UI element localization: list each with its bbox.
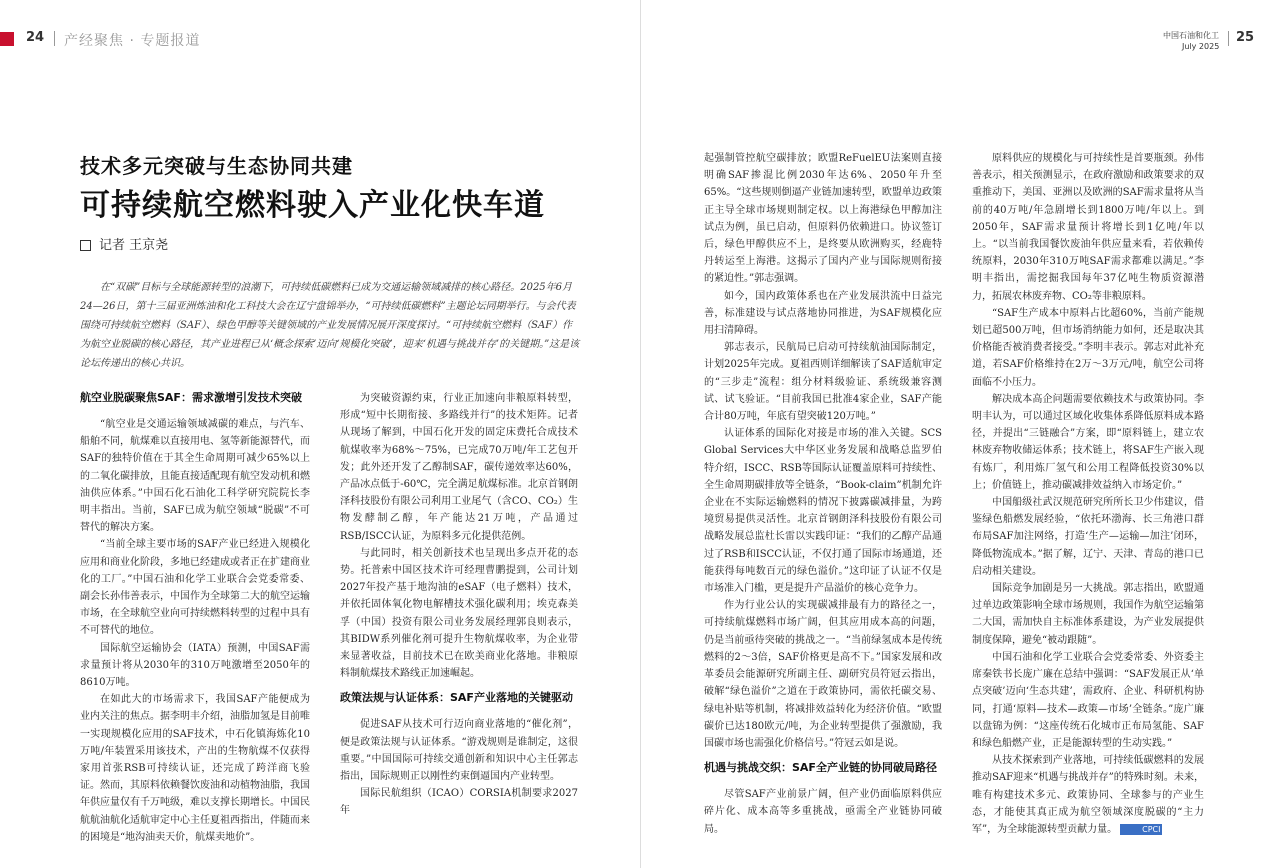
paragraph: 与此同时，相关创新技术也呈现出多点开花的态势。托普索中国区技术许可经理曹鹏提到，公司计划2027年投产基于地沟油的eSAF（电子燃料）技术，并依托固体氧化物电解槽技术强化碳利用；埃克森美孚（中国）投资有限公司业务发展经理郭良则表示，其BIDW系列催化剂可提升生物航煤收率，为企业带来显著收益，目前技术已在欧美商业化落地。非粮原料制航煤技术路线正加速崛起。 xyxy=(340,547,578,680)
header-separator xyxy=(54,31,55,46)
section-heading: 政策法规与认证体系：SAF产业落地的关键驱动 xyxy=(340,691,573,705)
paragraph: 作为行业公认的实现碳减排最有力的路径之一，可持续航煤燃料市场广阔，但其应用成本高的问题，仍是当前亟待突破的挑战之一。“当前绿氢成本是传统燃料的2～3倍，SAF价格更是高不下。”国家发展和改革委员会能源研究所副主任、副研究员符冠云指出，破解“绿色溢价”之道在于政策协同，需依托碳交易、绿电补贴等机制，将减排效益转化为经济价值。“欧盟碳价已达180欧元/吨，为企业转型提供了强激励，我国碳市场也需强化价格信号。”符冠云如是说。 xyxy=(704,600,942,749)
paragraph: 国际竞争加剧是另一大挑战。郭志指出，欧盟通过单边政策影响全球市场规则，我国作为航空运输第二大国，需加快自主标准体系建设，为产业发展提供制度保障，避免“被动跟随”。 xyxy=(972,583,1204,646)
column-4 xyxy=(972,150,1204,838)
square-bullet-icon xyxy=(80,240,91,251)
paragraph: 起强制管控航空碳排放；欧盟ReFuelEU法案则直接明确SAF掺混比例2030年达6%、2050年升至65%。“这些规则倒逼产业链加速转型，欧盟单边政策正主导全球市场规则制定权。以上海港绿色甲醇加注试点为例，虽已启动，但原料仍依赖进口。协议签订后，绿色甲醇供应不上，是终要从欧洲购买，经鹿特丹转运至上海港。这揭示了国内产业与国际规则衔接的紧迫性。”郭志强调。 xyxy=(704,153,942,285)
paragraph: 如今，国内政策体系也在产业发展洪流中日益完善，标准建设与试点落地协同推进，为SAF规模化应用扫清障碍。 xyxy=(704,290,942,337)
byline xyxy=(80,234,168,253)
issue-date: July 2025 xyxy=(1182,42,1220,51)
page-number-left: 24 xyxy=(26,30,45,45)
column-3 xyxy=(704,150,942,838)
section-label: 产经聚焦 · 专题报道 xyxy=(64,33,201,49)
paragraph: “当前全球主要市场的SAF产业已经进入规模化应用和商业化阶段，多地已经建成或者正在扩建商业化的工厂。”中国石油和化学工业联合会党委常委、副会长孙伟善表示，中国作为全球第二大的航空运输市场，在全球航空业向可持续燃料转型的过程中具有不可替代的地位。 xyxy=(80,539,310,637)
paragraph: 原料供应的规模化与可持续性是首要瓶颈。孙伟善表示，相关预测显示，在政府激励和政策要求的双重推动下，美国、亚洲以及欧洲的SAF需求量将从当前的40万吨/年急剧增长到1800万吨/年以上。到2050年，SAF需求量预计将增长到1亿吨/年以上。“以当前我国餐饮废油年供应量来看，若依赖传统原料，2030年310万吨SAF需求都难以满足。”李明丰指出，需挖掘我国每年37亿吨生物质资源潜力，拓展农林废弃物、CO₂等非粮原料。 xyxy=(972,153,1204,302)
paragraph: 中国石油和化学工业联合会党委常委、外资委主席秦铁书长庞广廉在总结中强调：“SAF发展正从‘单点突破’迈向‘生态共建’，需政府、企业、科研机构协同，打通‘原料—技术—政策—市场’全链条。”庞广廉以盘锦为例：“这座传统石化城市正布局氢能、SAF和绿色船燃产业，正是能源转型的生动实践。” xyxy=(972,651,1204,749)
paragraph: 为突破资源约束，行业正加速向非粮原料转型，形成“短中长期衔接、多路线并行”的技术矩阵。记者从现场了解到，中国石化开发的固定床费托合成技术航煤收率为68%～75%，已完成70万吨/年工艺包开发；此外还开发了乙醇制SAF，碳传递效率达60%，产品冰点低于-60℃，完全满足航煤标准。北京首钢朗泽科技股份有限公司利用工业尾气（含CO、CO₂）生物发酵制乙醇，年产能达21万吨，产品通过RSB/ISCC认证，为原料多元化提供范例。 xyxy=(340,393,578,542)
paragraph-final xyxy=(972,752,1204,838)
article-title: 可持续航空燃料驶入产业化快车道 xyxy=(80,188,545,223)
page-number-right: 25 xyxy=(1236,30,1255,45)
column-2 xyxy=(340,390,578,820)
paragraph: 国际民航组织（ICAO）CORSIA机制要求2027年 xyxy=(340,788,578,817)
section-heading: 机遇与挑战交织：SAF全产业链的协同破局路径 xyxy=(704,761,937,775)
byline-text: 记者 王京尧 xyxy=(99,238,169,253)
article-lead: 在“双碳”目标与全球能源转型的浪潮下，可持续低碳燃料已成为交通运输领域减排的核心路径。2025年6月24—26日，第十三届亚洲炼油和化工科技大会在辽宁盘锦举办，“可持续低碳燃料”主题论坛同期举行。与会代表围绕可持续航空燃料（SAF）、绿色甲醇等关键领域的产业发展情况展开深度探讨。“可持续航空燃料（SAF）作为航空业脱碳的核心路径，其产业进程已从‘概念探索’迈向‘规模化突破’，迎来‘机遇与挑战并存’的关键期。”这是该论坛传递出的核心共识。 xyxy=(80,282,580,369)
section-color-tab xyxy=(0,32,14,46)
paragraph: 认证体系的国际化对接是市场的准入关键。SCS Global Services大中华区业务发展和战略总监罗伯特介绍，ISCC、RSB等国际认证覆盖原料可持续性、全生命周期碳排放等全链条，“Book-claim”机制允许企业在不实际运输燃料的情况下披露碳减排量，为跨境贸易提供灵活性。北京首钢朗泽科技股份有限公司战略发展总监杜长雷以实践印证：“我们的乙醇产品通过了RSB和ISCC认证，不仅打通了国际市场通道，还能获得每吨数百元的绿色溢价。”这印证了认证不仅是市场准入门槛，更是提升产品溢价的核心竞争力。 xyxy=(704,428,942,595)
header-separator xyxy=(1228,31,1229,46)
column-1 xyxy=(80,390,310,846)
paragraph: 解决成本高企问题需要依赖技术与政策协同。李明丰认为，可以通过区域化收集体系降低原料成本路径，并提出“三链融合”方案，即“原料链上，建立农林废弃物收储运体系；技术链上，将SAF生产嵌入现有炼厂，利用炼厂氢气和公用工程降低投资30%以上；价值链上，推动碳减排效益纳入市场定价。” xyxy=(972,393,1204,491)
paragraph: 在如此大的市场需求下，我国SAF产能便成为业内关注的焦点。据李明丰介绍，油脂加氢是目前唯一实现规模化应用的SAF技术，中石化镇海炼化10万吨/年装置采用该技术，产出的生物航煤不仅获得家用首张RSB可持续认证，还完成了跨洋商飞验证。然而，其原料依赖餐饮废油和动植物油脂，我国年供应量仅有千万吨级，难以支撑长期增长。中国民航航油航化适航审定中心主任夏祖西指出，伴随而来的困境是“地沟油卖天价，航煤卖地价”。 xyxy=(80,694,310,843)
paragraph: 国际航空运输协会（IATA）预测，中国SAF需求量预计将从2030年的310万吨激增至2050年的8610万吨。 xyxy=(80,642,310,689)
section-heading: 航空业脱碳聚焦SAF：需求激增引发技术突破 xyxy=(80,391,302,404)
magazine-name: 中国石油和化工 xyxy=(1163,31,1219,40)
paragraph: 促进SAF从技术可行迈向商业落地的“催化剂”，便是政策法规与认证体系。“游戏规则是谁制定，这很重要。”中国国际可持续交通创新和知识中心主任郭志指出，国际规则正以刚性约束倒逼国内产业转型。 xyxy=(340,719,578,783)
end-mark-icon: CPCI xyxy=(1120,824,1162,835)
paragraph: 郭志表示，民航局已启动可持续航油国际制定，计划2025年完成。夏祖西则详细解读了SAF适航审定的“三步走”流程：组分材料级验证、系统级兼容测试、试飞验证。“目前我国已批准4家企业，SAF产能合计80万吨，年底有望突破120万吨。” xyxy=(704,342,942,423)
article-kicker: 技术多元突破与生态协同共建 xyxy=(80,154,353,178)
paragraph: 中国船级社武汉规范研究所所长卫少伟建议，借鉴绿色船燃发展经验，“依托环渤海、长三角港口群布局SAF加注网络，打造‘生产—运输—加注’闭环，降低物流成本。”据了解，辽宁、天津、青岛的港口已启动相关建设。 xyxy=(972,497,1204,577)
paragraph: 尽管SAF产业前景广阔，但产业仍面临原料供应碎片化、成本高等多重挑战，亟需全产业链协同破局。 xyxy=(704,789,942,835)
paragraph: “航空业是交通运输领域减碳的难点，与汽车、船舶不同，航煤难以直接用电、氢等新能源替代，而SAF的独特价值在于其全生命周期可减少65%以上的二氧化碳排放，且能直接适配现有航空发动机和燃油供应体系。”中国石化石油化工科学研究院院长李明丰指出。当前，SAF已成为航空领域“脱碳”不可替代的解决方案。 xyxy=(80,419,310,534)
paragraph: “SAF生产成本中原料占比超60%，当前产能规划已超500万吨，但市场消纳能力如何，还是取决其价格能否被消费者接受。”李明丰表示。郭志对此补充道，若SAF价格维持在2万～3万元/吨，航空公司将面临不小压力。 xyxy=(972,307,1204,388)
paragraph-text: 从技术探索到产业落地，可持续低碳燃料的发展推动SAF迎来“机遇与挑战并存”的特殊时刻。未来，唯有构建技术多元、政策协同、全球参与的产业生态，才能使其真正成为航空领域深度脱碳的“主力军”，为全球能源转型贡献力量。 xyxy=(972,755,1204,835)
page-gutter xyxy=(640,0,641,868)
